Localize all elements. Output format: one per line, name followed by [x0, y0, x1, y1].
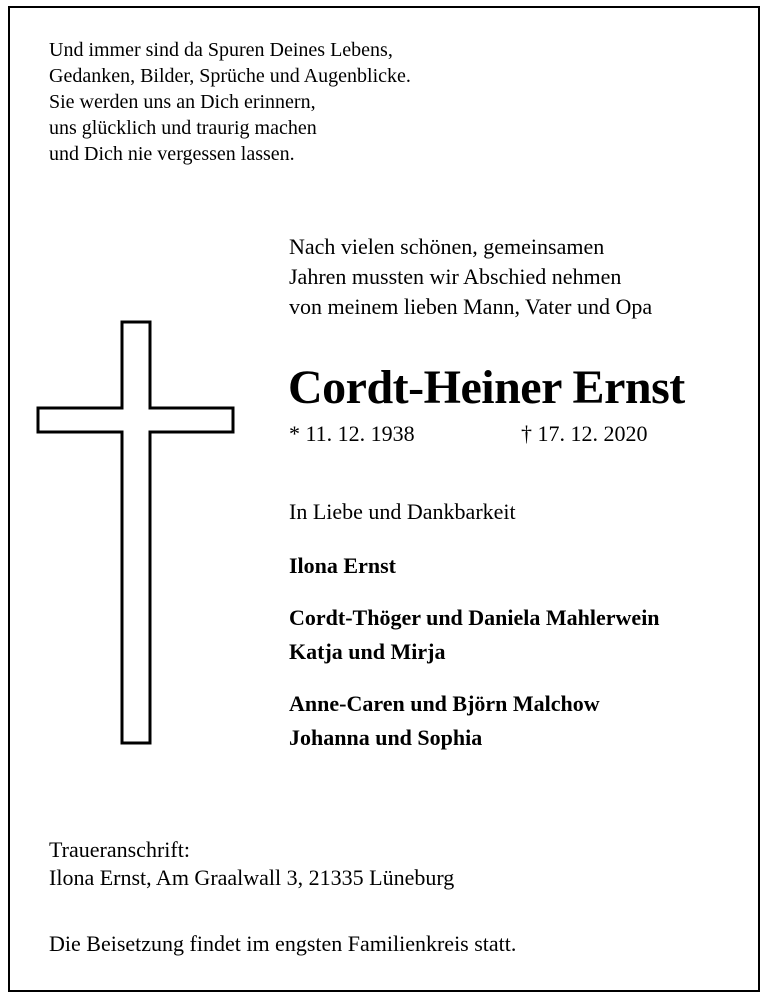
mourner-name: Ilona Ernst: [289, 553, 396, 578]
mourner-name: Cordt-Thöger und Daniela Mahlerwein: [289, 605, 660, 630]
intro-line: Jahren mussten wir Abschied nehmen: [289, 264, 622, 289]
mourner-name: Katja und Mirja: [289, 639, 446, 664]
address-line: Ilona Ernst, Am Graalwall 3, 21335 Lüneburg: [49, 865, 455, 890]
deceased-name: Cordt-Heiner Ernst: [288, 361, 685, 414]
poem-line: Und immer sind da Spuren Deines Lebens,: [49, 39, 393, 61]
poem-line: Gedanken, Bilder, Sprüche und Augenblicke.: [49, 65, 411, 87]
cross-icon: [36, 320, 236, 745]
mourner-name: Johanna und Sophia: [289, 725, 483, 750]
address-label: Traueranschrift:: [49, 837, 190, 862]
birth-date: * 11. 12. 1938: [289, 421, 415, 446]
intro-text: [289, 232, 652, 322]
intro-line: Nach vielen schönen, gemeinsamen: [289, 234, 605, 259]
intro-line: von meinem lieben Mann, Vater und Opa: [289, 294, 653, 319]
poem: [49, 37, 411, 167]
poem-line: und Dich nie vergessen lassen.: [49, 143, 295, 165]
poem-line: Sie werden uns an Dich erinnern,: [49, 91, 316, 113]
death-date: † 17. 12. 2020: [521, 421, 648, 446]
mourner-name: Anne-Caren und Björn Malchow: [289, 691, 600, 716]
funeral-note: Die Beisetzung findet im engsten Familienkreis statt.: [49, 931, 517, 956]
mourning-address: [49, 836, 454, 892]
thanks-line: In Liebe und Dankbarkeit: [289, 499, 516, 524]
poem-line: uns glücklich und traurig machen: [49, 117, 317, 139]
